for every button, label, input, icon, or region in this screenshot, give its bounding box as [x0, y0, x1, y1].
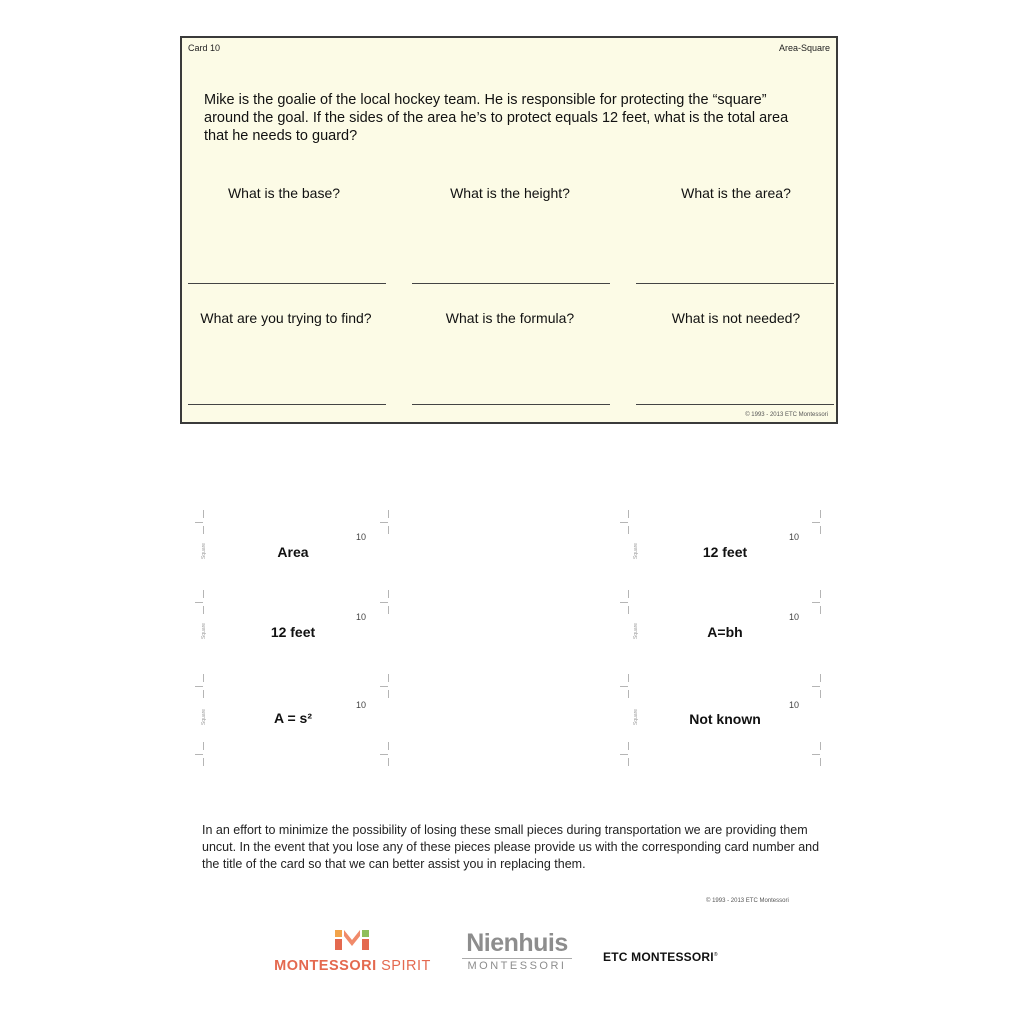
piece-topic: Square: [633, 542, 640, 560]
cut-mark: [820, 526, 821, 534]
word-problem: Mike is the goalie of the local hockey team. He is responsible for protecting the “square” around the goal. If the sides of the area he’s to protect equals 12 feet, what is the total area that he needs to guard?: [204, 92, 789, 144]
answer-line: [188, 283, 386, 284]
cut-mark: [820, 742, 821, 750]
cut-mark: [203, 526, 204, 534]
notice-copyright: © 1993 - 2013 ETC Montessori: [706, 898, 789, 904]
question-not-needed: What is not needed?: [671, 310, 801, 326]
nienhuis-wordmark: Nienhuis: [466, 929, 568, 957]
cut-mark: [388, 742, 389, 750]
cut-mark: [812, 522, 820, 523]
cut-mark: [812, 602, 820, 603]
question-area: What is the area?: [681, 185, 791, 201]
piece-card-number: 10: [789, 700, 800, 710]
cut-mark: [380, 602, 388, 603]
cut-mark: [812, 686, 820, 687]
notice-text: In an effort to minimize the possibility of losing these small pieces during transportation we are providing them uncut. In the event that you lose any of these pieces please provide us with the corresponding card number and the title of the card so that we can better assist you in replacing them.: [202, 823, 820, 871]
cut-mark: [628, 690, 629, 698]
cut-mark: [388, 674, 389, 682]
question-find: What are you trying to find?: [200, 310, 372, 326]
cut-mark: [195, 602, 203, 603]
cut-mark: [628, 674, 629, 682]
cut-mark: [620, 754, 628, 755]
cut-mark: [628, 606, 629, 614]
question-formula: What is the formula?: [445, 310, 575, 326]
cut-mark: [628, 526, 629, 534]
cut-mark: [195, 522, 203, 523]
cut-mark: [620, 686, 628, 687]
task-card: [180, 36, 838, 424]
question-base: What is the base?: [227, 185, 341, 201]
cut-mark: [388, 510, 389, 518]
piece-topic: Square: [633, 708, 640, 726]
cut-mark: [388, 606, 389, 614]
montessori-spirit-wordmark: MONTESSORI: [274, 958, 377, 974]
cut-mark: [820, 590, 821, 598]
montessori-spirit-wordmark-light: SPIRIT: [376, 958, 431, 974]
piece-topic: Square: [633, 622, 640, 640]
cut-mark: [820, 690, 821, 698]
cut-mark: [620, 602, 628, 603]
cut-mark: [820, 758, 821, 766]
piece-topic: Square: [201, 542, 208, 560]
cut-mark: [203, 606, 204, 614]
cut-mark: [812, 754, 820, 755]
cut-mark: [628, 742, 629, 750]
cut-mark: [203, 674, 204, 682]
etc-montessori-logo: [603, 950, 718, 964]
cut-mark: [388, 758, 389, 766]
cut-mark: [620, 522, 628, 523]
cut-mark: [203, 742, 204, 750]
cut-mark: [380, 754, 388, 755]
cut-mark: [203, 690, 204, 698]
card-topic: Area-Square: [778, 43, 830, 53]
answer-line: [636, 283, 834, 284]
piece-card-number: 10: [789, 532, 800, 542]
nienhuis-logo: [462, 930, 572, 978]
cut-mark: [380, 522, 388, 523]
cut-mark: [195, 754, 203, 755]
cut-mark: [820, 674, 821, 682]
montessori-spirit-logo: [265, 930, 440, 978]
answer-piece: Not known: [689, 711, 761, 727]
piece-card-number: 10: [789, 612, 800, 622]
piece-topic: Square: [201, 622, 208, 640]
answer-line: [188, 404, 386, 405]
cut-mark: [388, 690, 389, 698]
cut-mark: [628, 590, 629, 598]
cut-mark: [628, 510, 629, 518]
answer-piece: A = s²: [274, 710, 312, 726]
answer-line: [412, 404, 610, 405]
card-number: Card 10: [188, 43, 221, 53]
answer-piece: Area: [277, 544, 309, 560]
cut-mark: [820, 510, 821, 518]
etc-wordmark: ETC MONTESSORI: [603, 950, 714, 964]
nienhuis-subtitle: MONTESSORI: [462, 958, 572, 972]
piece-card-number: 10: [356, 612, 367, 622]
cut-mark: [380, 686, 388, 687]
card-copyright: © 1993 - 2013 ETC Montessori: [745, 412, 828, 418]
cut-mark: [203, 590, 204, 598]
piece-topic: Square: [201, 708, 208, 726]
answer-line: [412, 283, 610, 284]
cut-mark: [203, 758, 204, 766]
answer-piece: A=bh: [707, 624, 743, 640]
cut-mark: [203, 510, 204, 518]
answer-line: [636, 404, 834, 405]
cut-mark: [628, 758, 629, 766]
answer-piece: 12 feet: [270, 624, 316, 640]
montessori-spirit-mark-icon: [335, 930, 369, 950]
cut-mark: [195, 686, 203, 687]
piece-card-number: 10: [356, 532, 367, 542]
cut-mark: [388, 590, 389, 598]
cut-mark: [388, 526, 389, 534]
question-height: What is the height?: [450, 185, 570, 201]
piece-card-number: 10: [356, 700, 367, 710]
cut-mark: [820, 606, 821, 614]
answer-piece: 12 feet: [702, 544, 748, 560]
registered-mark: ®: [713, 952, 718, 958]
